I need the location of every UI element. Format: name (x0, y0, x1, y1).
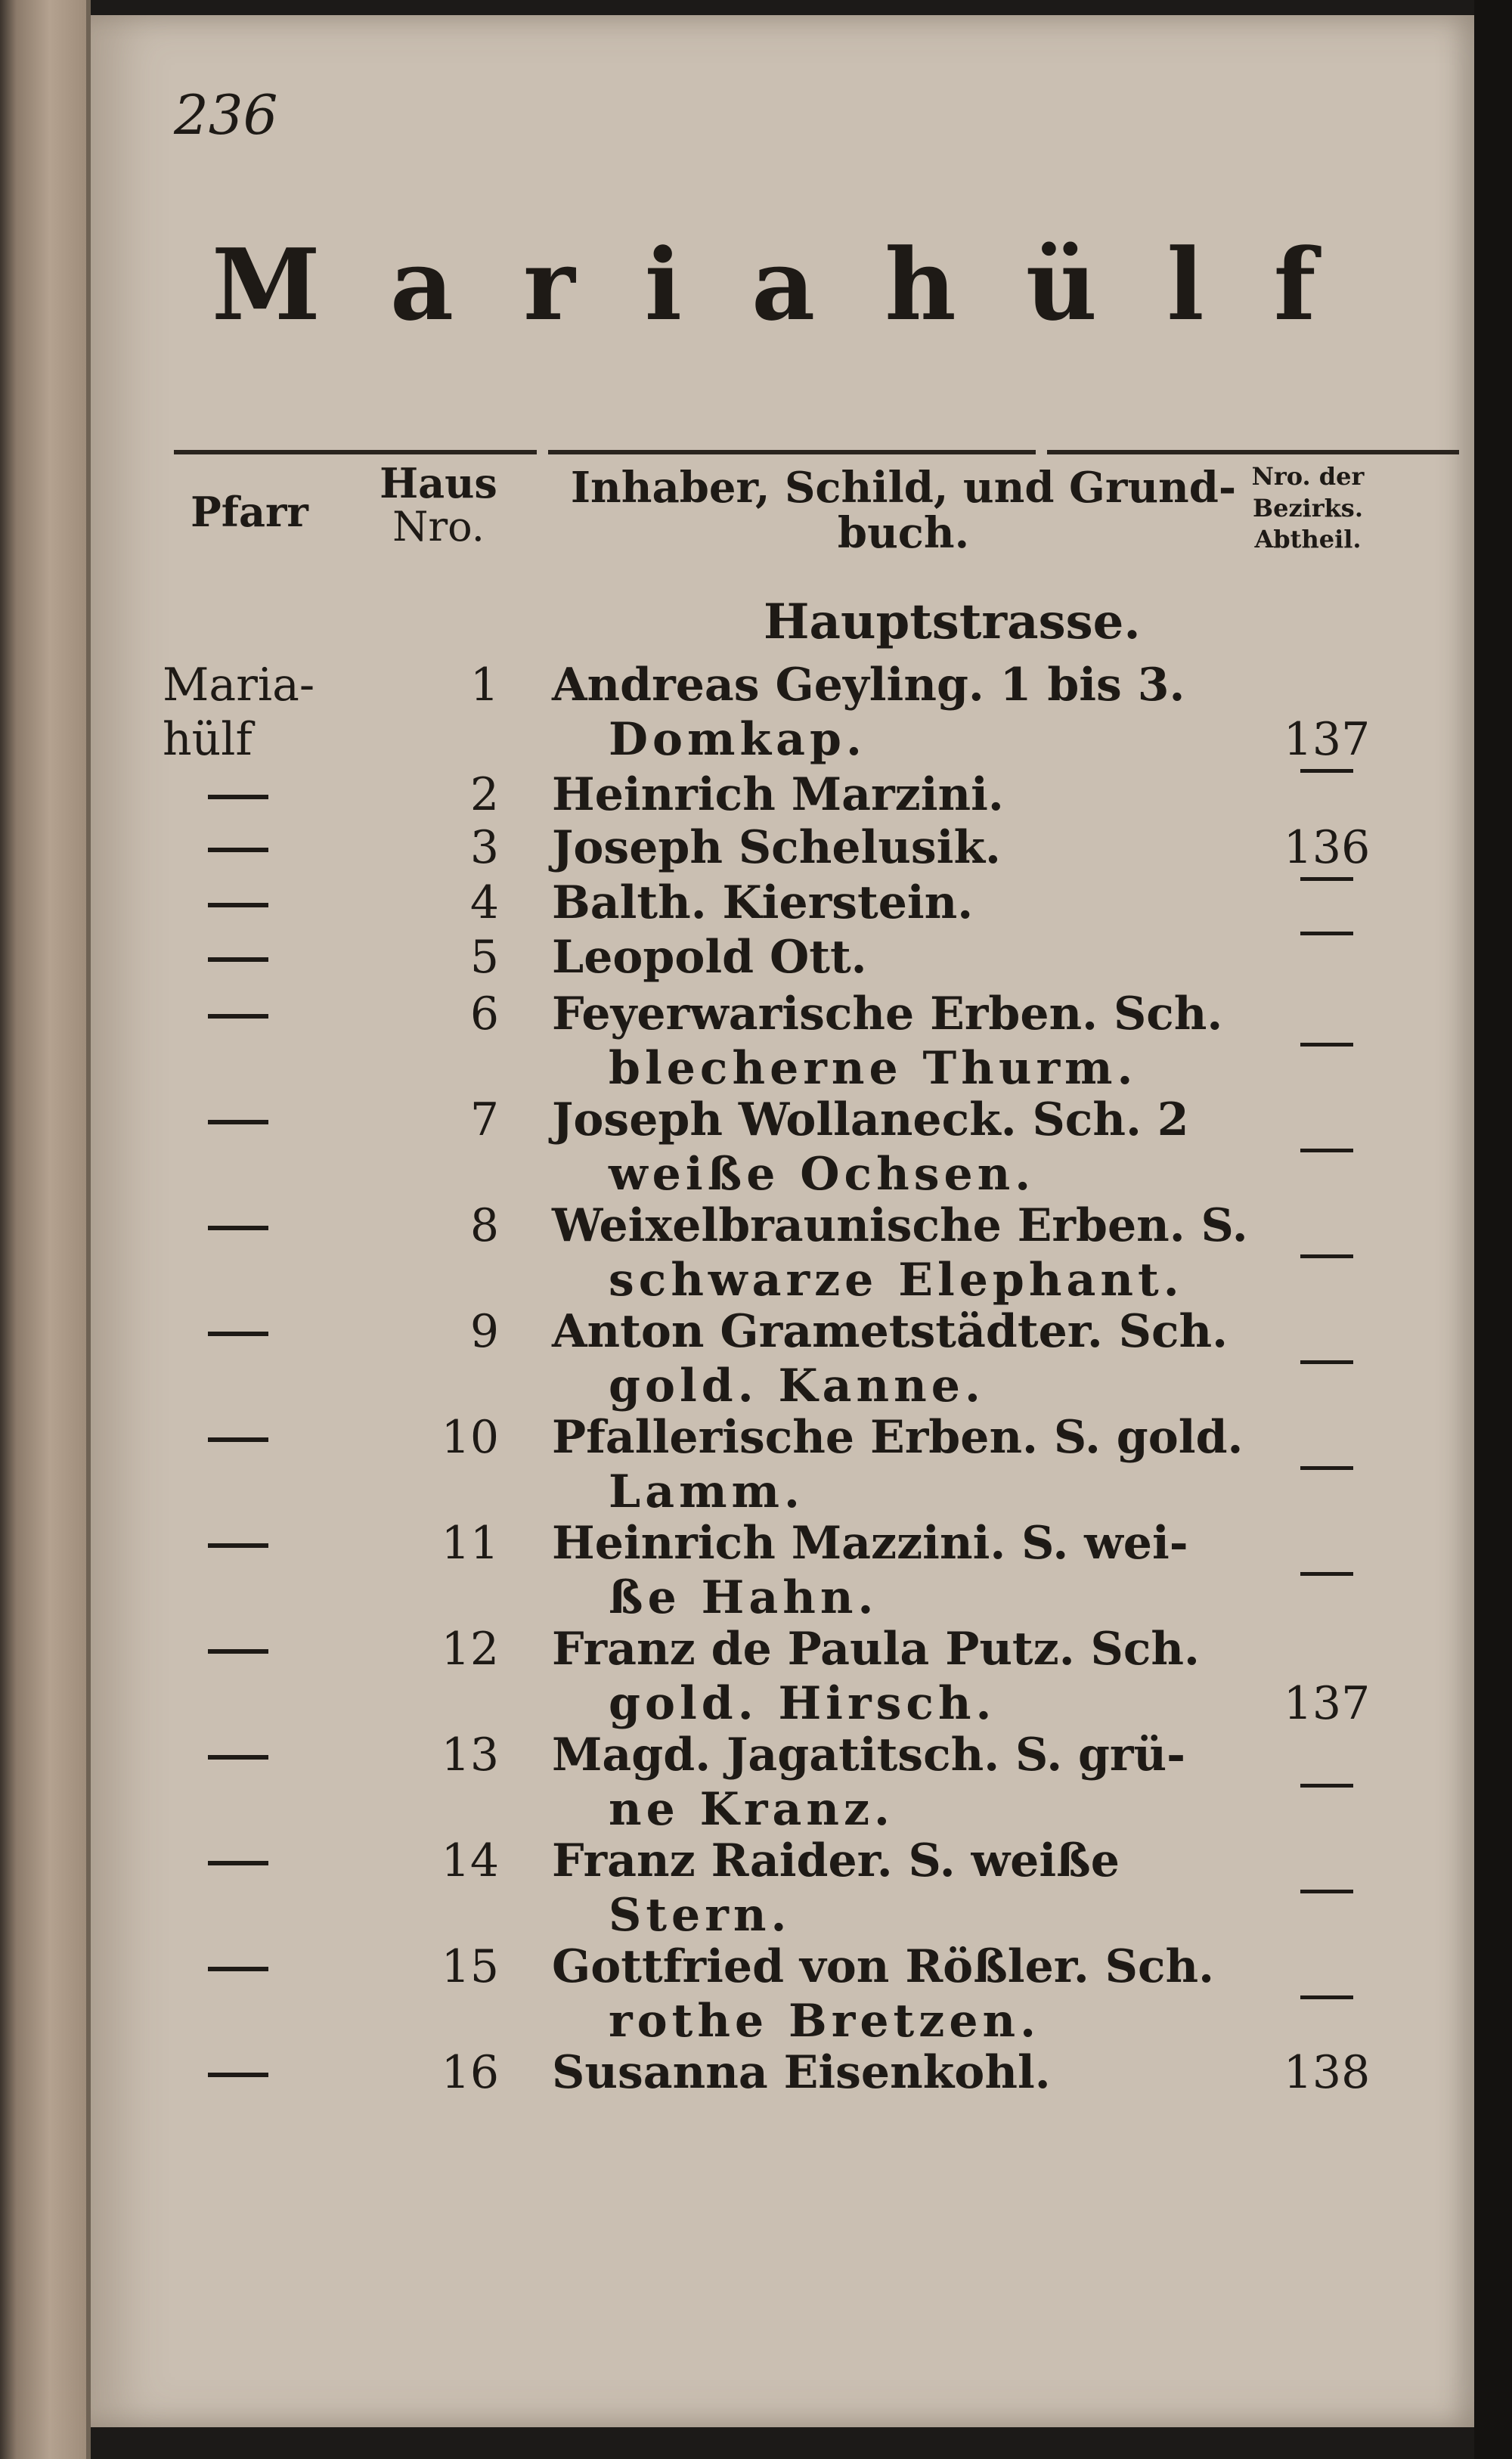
pfarr-cell (163, 1516, 359, 1602)
district-number (1251, 1728, 1402, 1837)
district-number-line1 (1251, 1622, 1402, 1676)
owner-line2: Domkap. (609, 713, 866, 766)
owner-line1: Gottfried von Rößler. Sch. (552, 1940, 1215, 1993)
district-number-line1 (1251, 658, 1402, 712)
house-number: 12 (441, 1623, 499, 1676)
table-row (91, 1198, 1474, 1307)
house-number: 16 (441, 2046, 499, 2099)
house-number: 10 (441, 1411, 499, 1464)
house-number: 5 (469, 931, 499, 984)
pfarr-cell (163, 987, 359, 1073)
district-number-line2 (1251, 1041, 1402, 1096)
table-row (91, 1728, 1474, 1834)
page-number: 236 (174, 83, 278, 147)
ditto-dash (208, 2073, 268, 2132)
district-number-line1 (1251, 1304, 1402, 1359)
district-number (1251, 1622, 1402, 1731)
column-header-nro (1194, 461, 1421, 556)
pfarr-cell (163, 2045, 359, 2132)
owner-line2: ne Kranz. (609, 1783, 894, 1836)
district-number-line1: 136 (1283, 821, 1371, 874)
house-number: 15 (441, 1940, 499, 1993)
district-number-line2 (1251, 1888, 1402, 1943)
owner-line1: Anton Grametstädter. Sch. (552, 1305, 1228, 1358)
house-number: 14 (441, 1834, 499, 1887)
ditto-dash (208, 1437, 268, 1496)
district-number (1251, 1834, 1402, 1943)
pfarr-cell (163, 1834, 359, 1920)
district-number (1251, 1940, 1402, 2048)
pfarr-cell (163, 658, 359, 767)
ditto-dash (208, 1861, 268, 1920)
district-number-line1: 138 (1283, 2046, 1371, 2099)
ditto-dash (208, 1543, 268, 1602)
ditto-dash (208, 1649, 268, 1708)
header-rule-left (174, 450, 537, 454)
column-header-haus (359, 461, 518, 550)
book-edge (0, 0, 91, 2459)
ditto-dash (208, 1014, 268, 1073)
district-number-line1 (1251, 876, 1402, 930)
owner-line2: blecherne Thurm. (609, 1042, 1138, 1095)
district-number-line2: 137 (1283, 1677, 1371, 1730)
column-header-pfarr: Pfarr (191, 488, 308, 536)
house-number: 2 (469, 768, 499, 821)
column-header-haus-line1: Haus (380, 459, 497, 507)
owner-entry (552, 2045, 1293, 2100)
district-number-line2 (1251, 1147, 1402, 1202)
district-number-line2: 137 (1283, 713, 1371, 766)
ditto-dash (208, 1332, 268, 1391)
district-number-line1 (1251, 1516, 1402, 1571)
owner-entry (552, 1728, 1293, 1837)
pfarr-cell (163, 1622, 359, 1708)
ditto-dash (208, 1967, 268, 2026)
column-header-inhaber-line1: Inhaber, Schild, und Grund- (570, 463, 1237, 513)
owner-entry (552, 1940, 1293, 2048)
district-number-line1 (1251, 1940, 1402, 1994)
table-row (91, 1940, 1474, 2048)
district-number-line2 (1251, 1359, 1402, 1413)
owner-entry (552, 1622, 1293, 1731)
ditto-dash (208, 1120, 268, 1179)
owner-line1: Joseph Wollaneck. Sch. 2 (552, 1093, 1189, 1146)
owner-line2: gold. Kanne. (609, 1360, 985, 1412)
owner-entry (552, 820, 1293, 875)
district-number-line1 (1251, 987, 1402, 1041)
ditto-dash (1300, 877, 1353, 935)
column-header-haus-line2: Nro. (392, 503, 485, 551)
ditto-dash (208, 1226, 268, 1285)
district-number-line2 (1251, 1465, 1402, 1519)
owner-line1: Franz Raider. S. weiße (552, 1834, 1120, 1887)
owner-entry (552, 1410, 1293, 1519)
house-number: 13 (441, 1729, 499, 1781)
owner-entry (552, 930, 1293, 985)
ditto-dash (1300, 932, 1353, 990)
district-number-line1 (1251, 1834, 1402, 1888)
ditto-dash (208, 1755, 268, 1814)
owner-line1: Joseph Schelusik. (552, 821, 1001, 874)
column-header-inhaber-line2: buch. (837, 508, 970, 559)
owner-line1: Balth. Kierstein. (552, 876, 974, 929)
pfarr-cell (163, 1410, 359, 1496)
pfarr-cell (163, 1093, 359, 1179)
district-number-line2 (1251, 2100, 1402, 2154)
district-number (1251, 2045, 1402, 2154)
district-number (1251, 1516, 1402, 1625)
table-row (91, 1410, 1474, 1516)
district-number-line1 (1251, 1093, 1402, 1147)
table-row (91, 2045, 1474, 2151)
column-header-inhaber (529, 465, 1278, 557)
owner-line1: Heinrich Mazzini. S. wei- (552, 1517, 1188, 1570)
pfarr-cell (163, 1940, 359, 2026)
district-number-line1 (1251, 1728, 1402, 1782)
pfarr-cell (163, 1728, 359, 1814)
owner-line1: Heinrich Marzini. (552, 768, 1004, 821)
owner-entry (552, 1304, 1293, 1413)
owner-line1: Leopold Ott. (552, 931, 867, 984)
owner-line2: schwarze Elephant. (609, 1254, 1184, 1307)
owner-entry (552, 658, 1293, 767)
district-number-line2 (1251, 1994, 1402, 2048)
owner-entry (552, 1834, 1293, 1943)
pfarr-cell (163, 1304, 359, 1391)
table-row (91, 987, 1474, 1093)
table-row (91, 658, 1474, 764)
column-header-nro-line3: Abtheil. (1254, 525, 1362, 554)
owner-line1: Magd. Jagatitsch. S. grü- (552, 1729, 1186, 1781)
page-title: Mariahülf (212, 227, 1386, 343)
owner-line1: Susanna Eisenkohl. (552, 2046, 1051, 2099)
owner-line1: Feyerwarische Erben. Sch. (552, 988, 1223, 1040)
house-number: 1 (469, 659, 499, 712)
house-number: 8 (469, 1199, 499, 1252)
house-number: 6 (469, 988, 499, 1040)
owner-entry (552, 876, 1293, 930)
district-number-line2 (1251, 1782, 1402, 1837)
district-number-line2 (1251, 1571, 1402, 1625)
header-rule-right (1047, 450, 1459, 454)
house-number: 11 (441, 1517, 499, 1570)
owner-line2: rothe Bretzen. (609, 1995, 1041, 2048)
district-number-line2 (1251, 1253, 1402, 1307)
table-row (91, 1834, 1474, 1940)
district-number-line1 (1251, 767, 1402, 822)
owner-line1: Andreas Geyling. 1 bis 3. (552, 659, 1185, 712)
pfarr-line1: Maria- (163, 659, 315, 712)
owner-line2: Lamm. (609, 1465, 804, 1518)
table-row (91, 1304, 1474, 1410)
page-shadow-edge (1474, 0, 1512, 2459)
district-number (1251, 987, 1402, 1096)
owner-entry (552, 767, 1293, 822)
ditto-dash (1300, 769, 1353, 827)
house-number: 7 (469, 1093, 499, 1146)
owner-entry (552, 987, 1293, 1096)
owner-line2: ße Hahn. (609, 1571, 878, 1624)
district-number (1251, 1198, 1402, 1307)
owner-line1: Weixelbraunische Erben. S. (552, 1199, 1248, 1252)
district-number (1251, 1304, 1402, 1413)
district-number (1251, 1410, 1402, 1519)
owner-line1: Franz de Paula Putz. Sch. (552, 1623, 1200, 1676)
section-title: Hauptstrasse. (764, 594, 1141, 650)
column-header-nro-line1: Nro. der (1251, 462, 1365, 491)
pfarr-line2: hülf (163, 713, 253, 766)
book-page (91, 15, 1474, 2427)
house-number: 3 (469, 821, 499, 874)
house-number: 9 (469, 1305, 499, 1358)
house-number: 4 (469, 876, 499, 929)
owner-entry (552, 1093, 1293, 1202)
header-rule-middle (548, 450, 1036, 454)
table-row (91, 1093, 1474, 1201)
owner-line2: gold. Hirsch. (609, 1677, 996, 1730)
district-number (1251, 1093, 1402, 1202)
column-header-nro-line2: Bezirks. (1253, 493, 1363, 522)
district-number-line1 (1251, 930, 1402, 985)
pfarr-cell (163, 1198, 359, 1285)
table-row (91, 1516, 1474, 1622)
owner-line1: Pfallerische Erben. S. gold. (552, 1411, 1244, 1464)
district-number-line1 (1251, 1410, 1402, 1465)
district-number-line1 (1251, 1198, 1402, 1253)
table-row (91, 1622, 1474, 1728)
owner-line2: weiße Ochsen. (609, 1148, 1036, 1201)
owner-entry (552, 1516, 1293, 1625)
owner-line2: Stern. (609, 1889, 792, 1942)
owner-entry (552, 1198, 1293, 1307)
district-number (1251, 658, 1402, 767)
